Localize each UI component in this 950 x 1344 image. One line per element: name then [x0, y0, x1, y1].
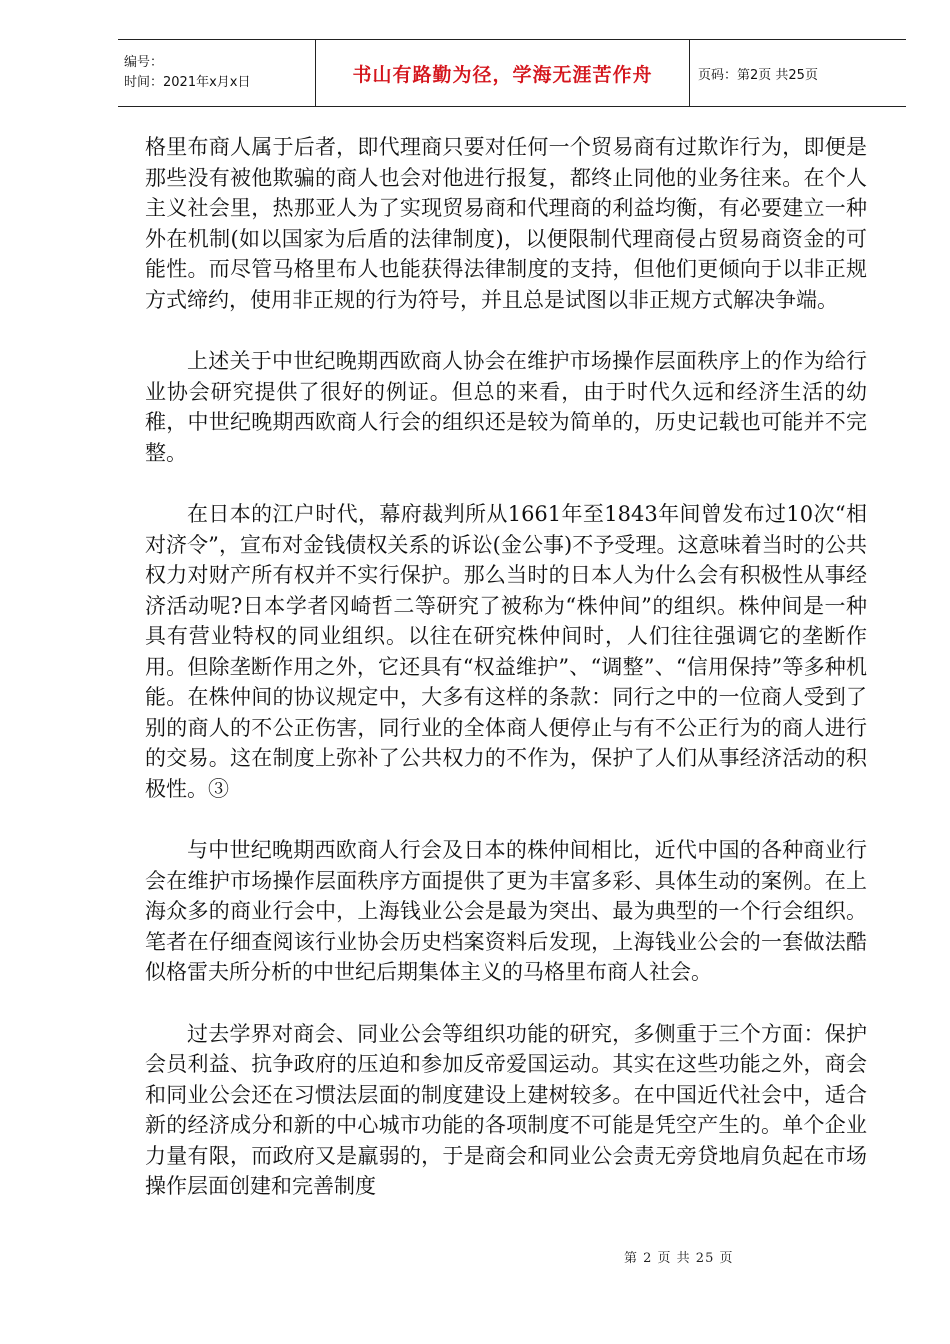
time-label: 时间：2021年x月x日 [124, 75, 251, 90]
paragraph: 格里布商人属于后者，即代理商只要对任何一个贸易商有过欺诈行为，即便是那些没有被他欺骗的商人也会对他进行报复，都终止同他的业务往来。在个人主义社会里，热那亚人为了实现贸易商和代理商的利益均衡，有必要建立一种外在机制(如以国家为后盾的法律制度)，以便限制代理商侵占贸易商资金的可能性。而尽管马格里布人也能获得法律制度的支持，但他们更倾向于以非正规方式缔约，使用非正规的行为符号，并且总是试图以非正规方式解决争端。 [145, 135, 867, 312]
header-page [690, 40, 906, 106]
document-body [145, 132, 867, 1233]
number-label: 编号： [124, 55, 164, 70]
page-header [118, 39, 906, 107]
header-motto [316, 40, 690, 106]
page-footer: 第 2 页 共 25 页 [624, 1251, 734, 1266]
page-label: 页码：第2页 共25页 [698, 67, 818, 83]
paragraph: 过去学界对商会、同业公会等组织功能的研究，多侧重于三个方面：保护会员利益、抗争政府的压迫和参加反帝爱国运动。其实在这些功能之外，商会和同业公会还在习惯法层面的制度建设上建树较多。在中国近代社会中，适合新的经济成分和新的中心城市功能的各项制度不可能是凭空产生的。单个企业力量有限，而政府又是羸弱的，于是商会和同业公会责无旁贷地肩负起在市场操作层面创建和完善制度 [145, 1021, 867, 1198]
motto-text: 书山有路勤为径，学海无涯苦作舟 [352, 63, 653, 86]
paragraph: 与中世纪晚期西欧商人行会及日本的株仲间相比，近代中国的各种商业行会在维护市场操作层面秩序方面提供了更为丰富多彩、具体生动的案例。在上海众多的商业行会中，上海钱业公会是最为突出、最为典型的一个行会组织。笔者在仔细查阅该行业协会历史档案资料后发现，上海钱业公会的一套做法酷似格雷夫所分析的中世纪后期集体主义的马格里布商人社会。 [145, 838, 867, 984]
header-meta [118, 40, 316, 106]
paragraph: 在日本的江户时代，幕府裁判所从1661年至1843年间曾发布过10次“相对济令”，宣布对金钱债权关系的诉讼(金公事)不予受理。这意味着当时的公共权力对财产所有权并不实行保护。那么当时的日本人为什么会有积极性从事经济活动呢?日本学者冈崎哲二等研究了被称为“株仲间”的组织。株仲间是一种具有营业特权的同业组织。以往在研究株仲间时，人们往往强调它的垄断作用。但除垄断作用之外，它还具有“权益维护”、“调整”、“信用保持”等多种机能。在株仲间的协议规定中，大多有这样的条款：同行之中的一位商人受到了别的商人的不公正伤害，同行业的全体商人便停止与有不公正行为的商人进行的交易。这在制度上弥补了公共权力的不作为，保护了人们从事经济活动的积极性。③ [145, 502, 867, 801]
paragraph: 上述关于中世纪晚期西欧商人协会在维护市场操作层面秩序上的作为给行业协会研究提供了很好的例证。但总的来看，由于时代久远和经济生活的幼稚，中世纪晚期西欧商人行会的组织还是较为简单的，历史记载也可能并不完整。 [145, 349, 867, 465]
